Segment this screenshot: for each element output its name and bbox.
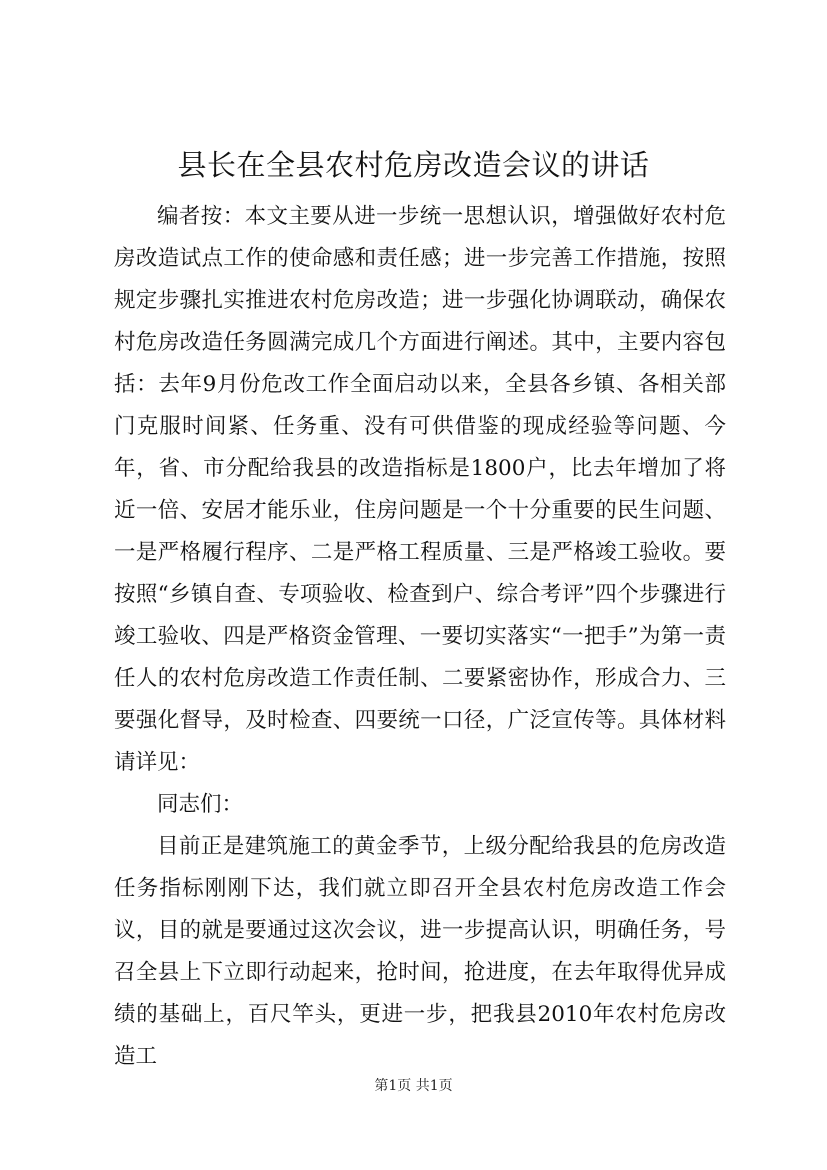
page-footer: 第1页 共1页 (374, 1078, 453, 1094)
document-title: 县长在全县农村危房改造会议的讲话 (177, 148, 650, 182)
editor-note-paragraph: 编者按：本文主要从进一步统一思想认识，增强做好农村危房改造试点工作的使命感和责任感；进一步完善工作措施，按照规定步骤扎实推进农村危房改造；进一步强化协调联动，确保农村危房改造任务圆满完成几个方面进行阐述。其中，主要内容包括：去年9月份危改工作全面启动以来，全县各乡镇、各相关部门克服时间紧、任务重、没有可供借鉴的现成经验等问题、今年，省、市分配给我县的改造指标是1800户，比去年增加了将近一倍、安居才能乐业，住房问题是一个十分重要的民生问题、一是严格履行程序、二是严格工程质量、三是严格竣工验收。要按照“乡镇自查、专项验收、检查到户、综合考评”四个步骤进行竣工验收、四是严格资金管理、一要切实落实“一把手”为第一责任人的农村危房改造工作责任制、二要紧密协作，形成合力、三要强化督导，及时检查、四要统一口径，广泛宣传等。具体材料请详见： (114, 204, 726, 775)
document-body (114, 196, 726, 1078)
salutation-paragraph: 同志们： (157, 792, 244, 817)
speech-body-paragraph: 目前正是建筑施工的黄金季节，上级分配给我县的危房改造任务指标刚刚下达，我们就立即召开全县农村危房改造工作会议，目的就是要通过这次会议，进一步提高认识，明确任务，号召全县上下立即行动起来，抢时间，抢进度，在去年取得优异成绩的基础上，百尺竿头，更进一步，把我县2010年农村危房改造工 (114, 834, 726, 1069)
